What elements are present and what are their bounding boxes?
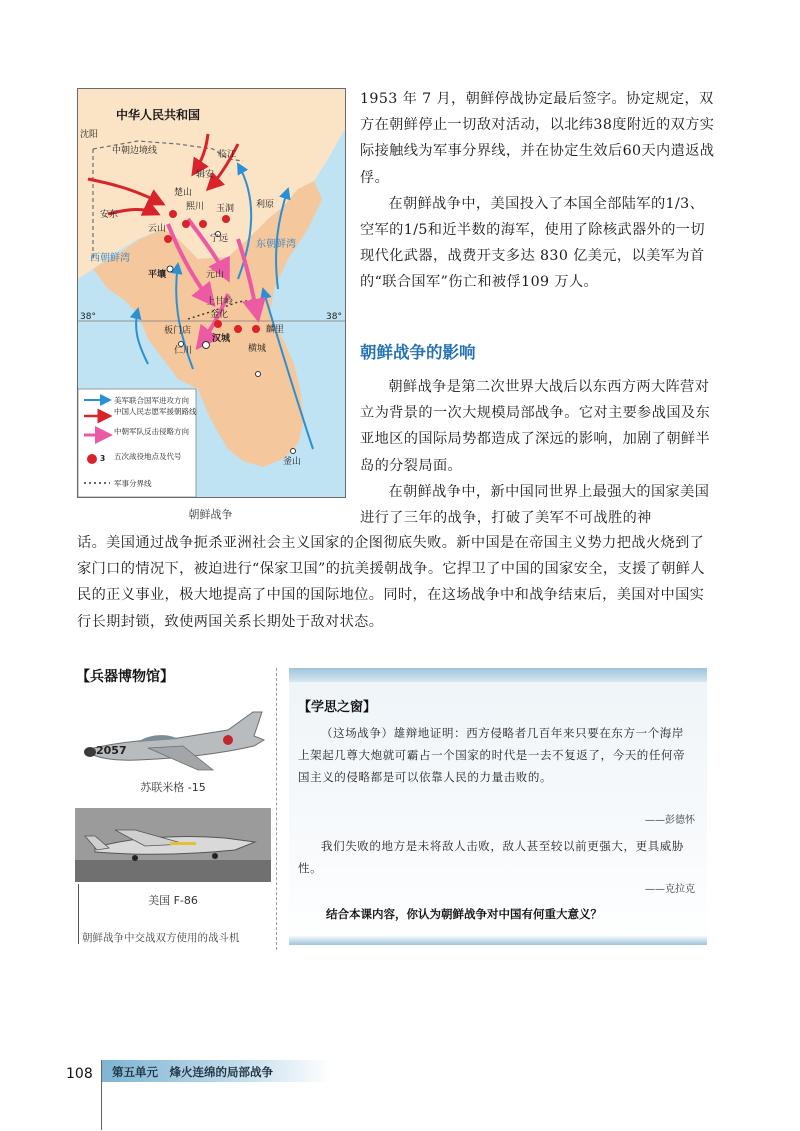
f86-jet-icon — [75, 808, 271, 882]
map-title: 中华人民共和国 — [116, 108, 201, 122]
label-fushan: 釜山 — [283, 457, 302, 467]
legend-item: 五次战役地点及代号 — [114, 452, 182, 461]
section-heading: 朝鲜战争的影响 — [360, 343, 476, 362]
thinking-window-title: 【学思之窗】 — [298, 700, 377, 715]
label-lidao: 麟里 — [266, 325, 285, 335]
label-jian: 辑安 — [196, 170, 215, 180]
quote-clark: 我们失败的地方是未将敌人击败，敌人甚至较以前更强大，更具威胁性。 — [298, 839, 684, 875]
paragraph: 朝鲜战争是第二次世界大战后以东西方两大阵营对立为背景的一次大规模局部战争。它对主要参战国及东亚地区的国际局势都造成了深远的影响，加剧了朝鲜半岛的分裂局面。 — [360, 379, 711, 474]
battle-marker-icon — [87, 454, 97, 464]
label-xichuan: 熙川 — [186, 202, 205, 212]
label-liyuan: 利原 — [256, 200, 275, 210]
label-yudong: 玉洞 — [216, 204, 235, 214]
legend-item: 美军联合国军进攻方向 — [114, 396, 189, 405]
label-38-left: 38° — [80, 312, 96, 322]
dashed-divider — [276, 668, 277, 950]
map-graphic — [78, 89, 345, 497]
jet-number: 2057 — [96, 744, 127, 757]
label-ningyuan: 宁远 — [210, 234, 229, 244]
label-andong: 安东 — [100, 210, 119, 220]
mig15-jet-icon — [78, 700, 268, 776]
mig15-image — [78, 700, 268, 776]
quote-peng: （这场战争）雄辩地证明：西方侵略者几百年来只要在东方一个海岸上架起几尊大炮就可霸占一个国家的时代是一去不复返了，今天的任何帝国主义的侵略都是可以依靠人民的力量击败的。 — [298, 726, 686, 784]
label-east-sea: 东朝鲜湾 — [256, 239, 296, 250]
quote-attribution: ——克拉克 — [645, 884, 695, 895]
label-yunshan: 云山 — [148, 224, 167, 234]
label-jinhua: 金化 — [210, 310, 229, 320]
discussion-question: 结合本课内容，你认为朝鲜战争对中国有何重大意义？ — [326, 907, 602, 921]
right-column — [360, 86, 715, 296]
label-hengcheng: 横城 — [248, 344, 267, 354]
thinking-window-topbar — [289, 668, 707, 682]
map-caption: 朝鲜战争 — [188, 508, 233, 521]
right-column-2 — [360, 374, 715, 531]
f86-caption: 美国 F-86 — [148, 894, 198, 907]
label-banmendian: 板门店 — [164, 326, 192, 336]
legend-item: 中国人民志愿军援朝路线 — [114, 407, 197, 416]
korean-war-map — [77, 88, 346, 498]
caption-rule — [78, 884, 79, 944]
label-yuanshan: 元山 — [206, 270, 225, 280]
label-west-sea: 西朝鲜湾 — [90, 253, 130, 264]
quote-attribution: ——彭德怀 — [645, 815, 695, 826]
thinking-window-bottombar — [289, 935, 707, 945]
label-chushan: 楚山 — [174, 188, 193, 198]
label-linjiang: 临江 — [218, 150, 237, 160]
label-border: 中朝边境线 — [112, 146, 158, 156]
label-pyongyang: 平壤 — [148, 270, 167, 280]
weapons-note: 朝鲜战争中交战双方使用的战斗机 — [82, 932, 240, 944]
label-38-right: 38° — [326, 312, 342, 322]
f86-image — [75, 808, 271, 882]
mig15-caption: 苏联米格 -15 — [140, 781, 206, 794]
weapons-museum-title: 【兵器博物馆】 — [76, 669, 174, 685]
paragraph: 话。美国通过战争扼杀亚洲社会主义国家的企图彻底失败。新中国是在帝国主义势力把战火烧到了家门口的情况下，被迫进行“保家卫国”的抗美援朝战争。它捍卫了中国的国家安全，支援了朝鲜人民的正义事业，极大地提高了中国的国际地位。同时，在这场战争中和战争结束后，美国对中国实行长期封锁，致使两国关系长期处于敌对状态。 — [77, 535, 705, 630]
full-width-text — [77, 530, 717, 635]
legend-item: 中朝军队反击侵略方向 — [114, 427, 189, 436]
label-renchuan: 仁川 — [174, 346, 193, 356]
page-number: 108 — [66, 1066, 93, 1082]
label-hancheng: 汉城 — [212, 334, 231, 344]
paragraph: 在朝鲜战争中，美国投入了本国全部陆军的1/3、空军的1/5和近半数的海军，使用了除核武器外的一切现代化武器，战费开支多达 830 亿美元，以美军为首的“联合国军”伤亡和被俘109 万人。 — [360, 195, 705, 291]
footer-unit-label: 第五单元 烽火连绵的局部战争 — [112, 1065, 273, 1079]
label-shenyang: 沈阳 — [80, 130, 99, 140]
paragraph: 1953 年 7 月，朝鲜停战协定最后签字。协定规定，双方在朝鲜停止一切敌对活动，以北纬38度附近的双方实际接触线为军事分界线，并在协定生效后60天内遣返战俘。 — [360, 91, 715, 186]
legend-item: 军事分界线 — [114, 479, 152, 488]
svg-text:3: 3 — [100, 454, 106, 463]
label-shanggan: 上甘岭 — [206, 297, 234, 307]
paragraph: 在朝鲜战争中，新中国同世界上最强大的国家美国进行了三年的战争，打破了美军不可战胜的神 — [360, 483, 710, 527]
